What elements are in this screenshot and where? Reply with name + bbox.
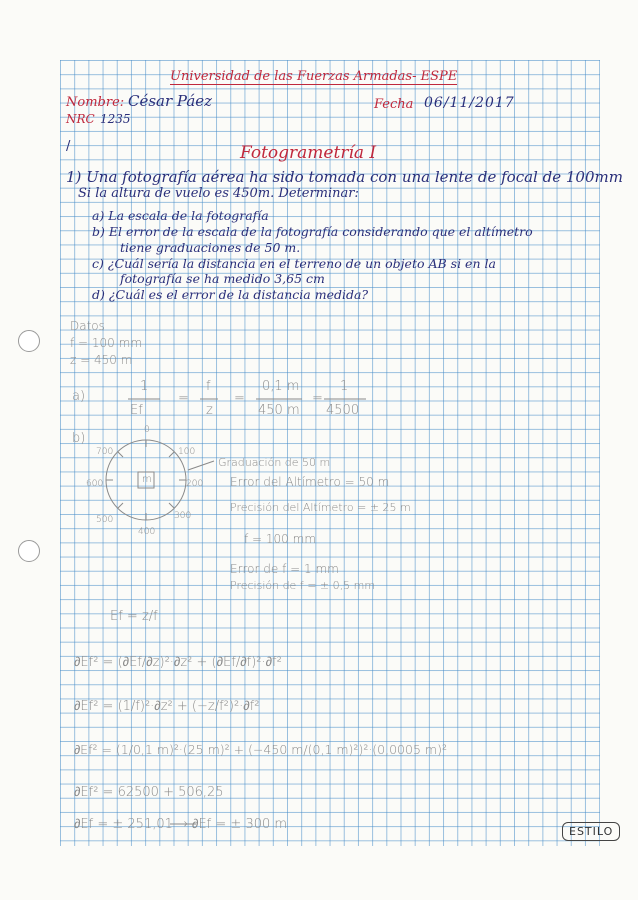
dial-label-500: 500 [96, 515, 114, 525]
dial-ticks [106, 440, 186, 520]
dial-center-box [138, 472, 154, 488]
dial-center: m [142, 474, 152, 485]
problem-part-c: c) ¿Cuál sería la distancia en el terreno de un objeto AB si en la [92, 256, 496, 271]
name-label: Nombre: [66, 95, 125, 110]
problem-part-a: a) La escala de la fotografía [92, 208, 269, 223]
note-f: f = 100 mm [244, 532, 317, 546]
name-value: César Páez [128, 92, 213, 110]
dial-label-100: 100 [178, 447, 196, 457]
dial-pointer-arrow [188, 461, 214, 470]
problem-part-d: d) ¿Cuál es el error de la distancia medida? [92, 287, 369, 302]
equation-1: ∂Ef² = (∂Ef/∂z)²·∂z² + (∂Ef/∂f)²·∂f² [74, 655, 282, 670]
part-a-eq1: = [178, 391, 189, 406]
part-b-label: b) [72, 431, 86, 446]
page-title: Fotogrametría I [240, 143, 377, 163]
university-title: Universidad de las Fuerzas Armadas- ESPE [170, 69, 458, 84]
tick-mark: / [66, 139, 71, 154]
part-a-eq2: = [234, 391, 245, 406]
note-precision-f: Precisión de f = ± 0,5 mm [230, 579, 376, 592]
datos-label: Datos [70, 319, 105, 333]
part-a-frac1-num: 1 [140, 379, 149, 394]
equation-5: ∂Ef = ± 251,01 → ∂Ef = ± 300 m [74, 817, 288, 832]
nrc-label: NRC [66, 112, 95, 126]
dial-label-400: 400 [138, 527, 156, 537]
dial-label-0: 0 [144, 425, 150, 435]
dial-label-300: 300 [174, 511, 192, 521]
equation-2: ∂Ef² = (1/f)²·∂z² + (−z/f²)²·∂f² [74, 699, 260, 714]
problem-line-1: 1) Una fotografía aérea ha sido tomada con una lente de focal de 100mm [66, 168, 623, 186]
equation-3: ∂Ef² = (1/0,1 m)²·(25 m)² + (−450 m/(0,1 m)²)²·(0,0005 m)² [74, 742, 447, 757]
datos-z: z = 450 m [70, 353, 133, 367]
problem-line-2: Si la altura de vuelo es 450m. Determinar: [78, 186, 359, 201]
note-precision-altimetro: Precisión del Altímetro = ± 25 m [230, 501, 411, 514]
note-error-altimetro: Error del Altímetro = 50 m [230, 475, 390, 489]
part-a-frac2-den: z [206, 403, 213, 418]
dial-label-700: 700 [96, 447, 114, 457]
estilo-logo: ESTILO [562, 822, 620, 841]
dial-label-600: 600 [86, 479, 104, 489]
ef-formula: Ef = z/f [110, 609, 158, 624]
part-a-frac1-den: Ef [130, 403, 143, 418]
datos-f: f = 100 mm [70, 336, 143, 350]
date-label: Fecha [374, 97, 414, 112]
equation-4: ∂Ef² = 62500 + 506,25 [74, 785, 224, 800]
date-value: 06/11/2017 [424, 95, 515, 111]
dial-label-200: 200 [186, 479, 204, 489]
part-a-frac3-num: 0,1 m [262, 379, 300, 394]
part-a-frac3-den: 450 m [258, 403, 300, 418]
note-error-f: Error de f = 1 mm [230, 562, 339, 576]
problem-part-b: b) El error de la escala de la fotografía considerando que el altímetro [92, 224, 533, 239]
part-a-frac2-num: f [206, 379, 211, 394]
part-a-label: a) [72, 389, 86, 404]
problem-part-b-cont: tiene graduaciones de 50 m. [120, 240, 301, 255]
note-graduacion: Graduación de 50 m [218, 456, 331, 469]
nrc-value: 1235 [100, 112, 131, 126]
part-a-frac4-num: 1 [340, 379, 349, 394]
part-a-frac4-den: 4500 [326, 403, 360, 418]
problem-part-c-cont: fotografía se ha medido 3,65 cm [120, 271, 325, 286]
part-a-eq3: = [312, 391, 323, 406]
